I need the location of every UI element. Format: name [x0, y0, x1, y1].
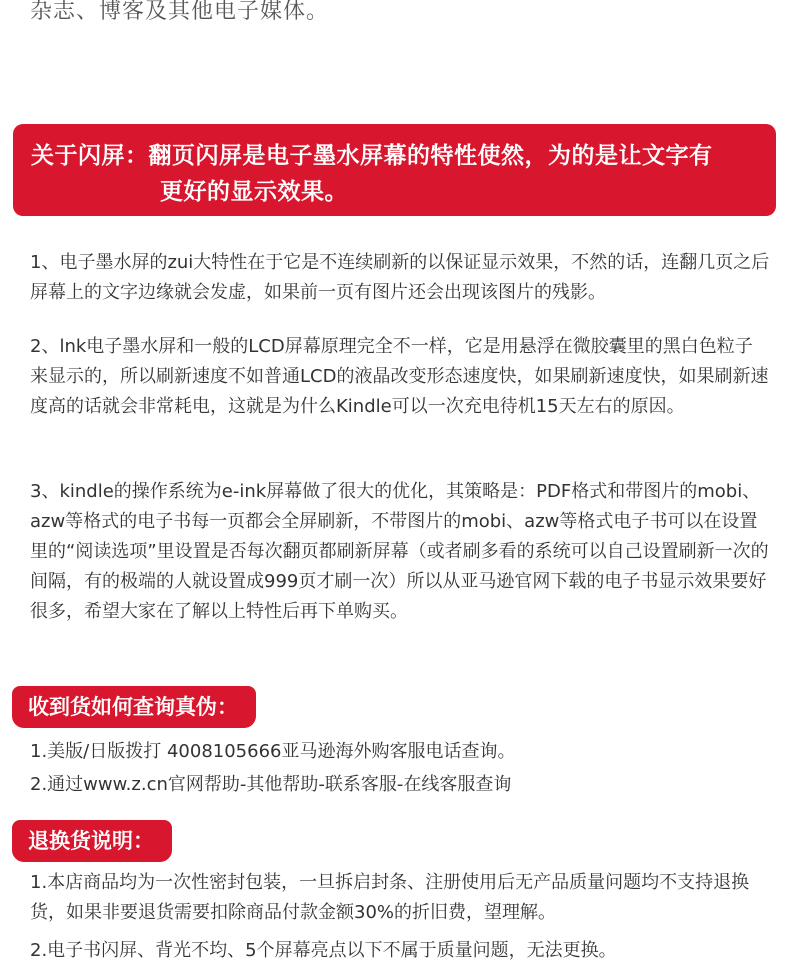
- returns-item-2: 2.电子书闪屏、背光不均、5个屏幕亮点以下不属于质量问题，无法更换。: [30, 940, 617, 961]
- authenticity-item-1: 1.美版/日版拨打 4008105666亚马逊海外购客服电话查询。: [30, 741, 516, 762]
- returns-section-title: 退换货说明：: [12, 820, 172, 862]
- intro-tail-text: 杂志、博客及其他电子媒体。: [30, 0, 330, 24]
- flash-banner-line-1: 关于闪屏：翻页闪屏是电子墨水屏幕的特性使然，为的是让文字有: [31, 143, 713, 169]
- flash-screen-banner: [13, 124, 776, 216]
- authenticity-section-title: 收到货如何查询真伪：: [12, 686, 256, 728]
- eink-paragraph-3: 3、kindle的操作系统为e-ink屏幕做了很大的优化，其策略是：PDF格式和带图片的mobi、azw等格式的电子书每一页都会全屏刷新，不带图片的mobi、azw等格式电子书可以在设置里的“阅读选项”里设置是否每次翻页都刷新屏幕（或者刷多看的系统可以自己设置刷新一次的间隔，有的极端的人就设置成999页才刷一次）所以从亚马逊官网下载的电子书显示效果要好很多，希望大家在了解以上特性后再下单购买。: [30, 481, 769, 622]
- flash-banner-line-2: 更好的显示效果。: [160, 179, 348, 205]
- eink-paragraph-2: 2、lnk电子墨水屏和一般的LCD屏幕原理完全不一样，它是用悬浮在微胶囊里的黑白色粒子来显示的，所以刷新速度不如普通LCD的液晶改变形态速度快，如果刷新速度快，如果刷新速度高的话就会非常耗电，这就是为什么Kindle可以一次充电待机15天左右的原因。: [30, 336, 769, 417]
- authenticity-item-2: 2.通过www.z.cn官网帮助-其他帮助-联系客服-在线客服查询: [30, 774, 512, 795]
- eink-paragraph-1: 1、电子墨水屏的zui大特性在于它是不连续刷新的以保证显示效果，不然的话，连翻几页之后屏幕上的文字边缘就会发虚，如果前一页有图片还会出现该图片的残影。: [30, 252, 770, 303]
- returns-item-1: 1.本店商品均为一次性密封包装，一旦拆启封条、注册使用后无产品质量问题均不支持退换货，如果非要退货需要扣除商品付款金额30%的折旧费，望理解。: [30, 872, 750, 923]
